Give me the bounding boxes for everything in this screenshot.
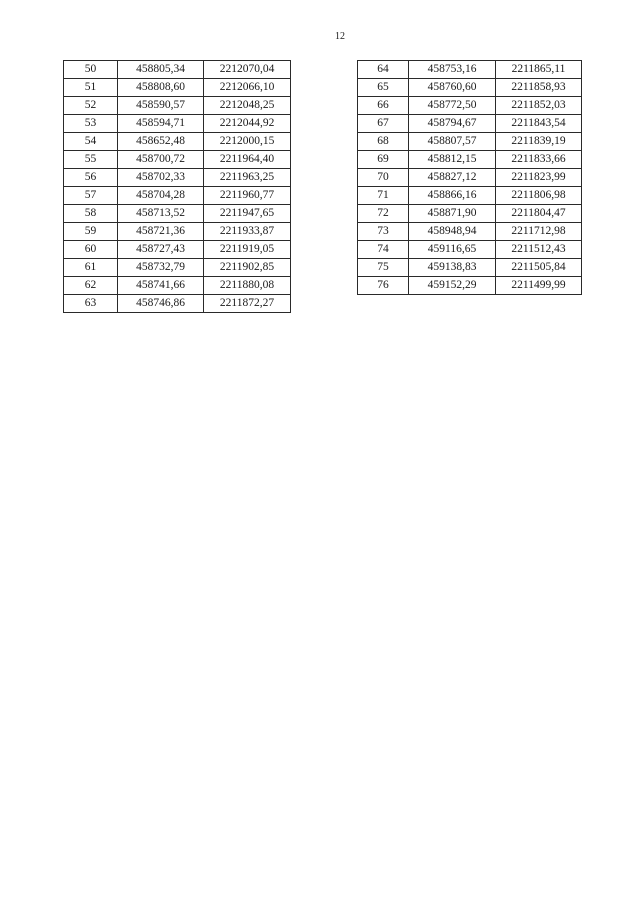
point-number-cell: 59 <box>64 223 118 241</box>
table-row <box>64 151 291 169</box>
y-coordinate-cell: 2211919,05 <box>204 241 291 259</box>
point-number-cell: 71 <box>358 187 409 205</box>
point-number-cell: 75 <box>358 259 409 277</box>
coordinates-table-left <box>63 60 291 313</box>
point-number-cell: 58 <box>64 205 118 223</box>
table-row <box>358 223 582 241</box>
point-number-cell: 57 <box>64 187 118 205</box>
table-row <box>358 151 582 169</box>
y-coordinate-cell: 2211963,25 <box>204 169 291 187</box>
table-row <box>358 241 582 259</box>
y-coordinate-cell: 2211512,43 <box>496 241 582 259</box>
point-number-cell: 65 <box>358 79 409 97</box>
x-coordinate-cell: 458948,94 <box>409 223 496 241</box>
y-coordinate-cell: 2211858,93 <box>496 79 582 97</box>
table-row <box>64 259 291 277</box>
x-coordinate-cell: 458741,66 <box>118 277 204 295</box>
x-coordinate-cell: 458827,12 <box>409 169 496 187</box>
table-row <box>358 277 582 295</box>
table-row <box>358 133 582 151</box>
y-coordinate-cell: 2211833,66 <box>496 151 582 169</box>
y-coordinate-cell: 2211960,77 <box>204 187 291 205</box>
point-number-cell: 56 <box>64 169 118 187</box>
y-coordinate-cell: 2212000,15 <box>204 133 291 151</box>
y-coordinate-cell: 2212044,92 <box>204 115 291 133</box>
point-number-cell: 73 <box>358 223 409 241</box>
x-coordinate-cell: 458866,16 <box>409 187 496 205</box>
point-number-cell: 61 <box>64 259 118 277</box>
table-row <box>64 169 291 187</box>
x-coordinate-cell: 458727,43 <box>118 241 204 259</box>
point-number-cell: 63 <box>64 295 118 313</box>
y-coordinate-cell: 2211902,85 <box>204 259 291 277</box>
x-coordinate-cell: 458760,60 <box>409 79 496 97</box>
point-number-cell: 60 <box>64 241 118 259</box>
y-coordinate-cell: 2211804,47 <box>496 205 582 223</box>
table-row <box>358 97 582 115</box>
point-number-cell: 64 <box>358 61 409 79</box>
y-coordinate-cell: 2212066,10 <box>204 79 291 97</box>
y-coordinate-cell: 2212048,25 <box>204 97 291 115</box>
table-row <box>358 259 582 277</box>
point-number-cell: 54 <box>64 133 118 151</box>
table-row <box>64 97 291 115</box>
x-coordinate-cell: 458732,79 <box>118 259 204 277</box>
x-coordinate-cell: 458652,48 <box>118 133 204 151</box>
x-coordinate-cell: 458807,57 <box>409 133 496 151</box>
x-coordinate-cell: 458794,67 <box>409 115 496 133</box>
x-coordinate-cell: 458753,16 <box>409 61 496 79</box>
table-row <box>64 61 291 79</box>
y-coordinate-cell: 2211806,98 <box>496 187 582 205</box>
point-number-cell: 68 <box>358 133 409 151</box>
x-coordinate-cell: 458746,86 <box>118 295 204 313</box>
table-row <box>64 277 291 295</box>
point-number-cell: 52 <box>64 97 118 115</box>
y-coordinate-cell: 2211880,08 <box>204 277 291 295</box>
table-row <box>64 79 291 97</box>
y-coordinate-cell: 2211505,84 <box>496 259 582 277</box>
table-row <box>358 187 582 205</box>
y-coordinate-cell: 2211947,65 <box>204 205 291 223</box>
y-coordinate-cell: 2211839,19 <box>496 133 582 151</box>
table-row <box>64 187 291 205</box>
x-coordinate-cell: 458594,71 <box>118 115 204 133</box>
x-coordinate-cell: 458808,60 <box>118 79 204 97</box>
table-row <box>358 61 582 79</box>
y-coordinate-cell: 2211865,11 <box>496 61 582 79</box>
table-body <box>358 61 582 295</box>
table-row <box>358 169 582 187</box>
table-row <box>64 223 291 241</box>
coordinates-table-right <box>357 60 582 295</box>
x-coordinate-cell: 459116,65 <box>409 241 496 259</box>
y-coordinate-cell: 2211499,99 <box>496 277 582 295</box>
point-number-cell: 69 <box>358 151 409 169</box>
x-coordinate-cell: 458721,36 <box>118 223 204 241</box>
x-coordinate-cell: 458704,28 <box>118 187 204 205</box>
table-row <box>358 79 582 97</box>
y-coordinate-cell: 2211843,54 <box>496 115 582 133</box>
point-number-cell: 66 <box>358 97 409 115</box>
x-coordinate-cell: 458702,33 <box>118 169 204 187</box>
table-body <box>64 61 291 313</box>
x-coordinate-cell: 458772,50 <box>409 97 496 115</box>
table-row <box>64 205 291 223</box>
x-coordinate-cell: 458871,90 <box>409 205 496 223</box>
y-coordinate-cell: 2211933,87 <box>204 223 291 241</box>
point-number-cell: 53 <box>64 115 118 133</box>
point-number-cell: 76 <box>358 277 409 295</box>
y-coordinate-cell: 2211852,03 <box>496 97 582 115</box>
page-number: 12 <box>335 31 345 42</box>
x-coordinate-cell: 458590,57 <box>118 97 204 115</box>
y-coordinate-cell: 2212070,04 <box>204 61 291 79</box>
x-coordinate-cell: 458700,72 <box>118 151 204 169</box>
point-number-cell: 72 <box>358 205 409 223</box>
x-coordinate-cell: 459152,29 <box>409 277 496 295</box>
x-coordinate-cell: 459138,83 <box>409 259 496 277</box>
table-row <box>64 295 291 313</box>
x-coordinate-cell: 458805,34 <box>118 61 204 79</box>
y-coordinate-cell: 2211964,40 <box>204 151 291 169</box>
point-number-cell: 74 <box>358 241 409 259</box>
point-number-cell: 62 <box>64 277 118 295</box>
table-row <box>64 133 291 151</box>
y-coordinate-cell: 2211712,98 <box>496 223 582 241</box>
x-coordinate-cell: 458713,52 <box>118 205 204 223</box>
point-number-cell: 55 <box>64 151 118 169</box>
point-number-cell: 70 <box>358 169 409 187</box>
table-row <box>358 205 582 223</box>
x-coordinate-cell: 458812,15 <box>409 151 496 169</box>
table-row <box>64 115 291 133</box>
point-number-cell: 67 <box>358 115 409 133</box>
table-row <box>358 115 582 133</box>
y-coordinate-cell: 2211872,27 <box>204 295 291 313</box>
point-number-cell: 50 <box>64 61 118 79</box>
y-coordinate-cell: 2211823,99 <box>496 169 582 187</box>
table-row <box>64 241 291 259</box>
point-number-cell: 51 <box>64 79 118 97</box>
